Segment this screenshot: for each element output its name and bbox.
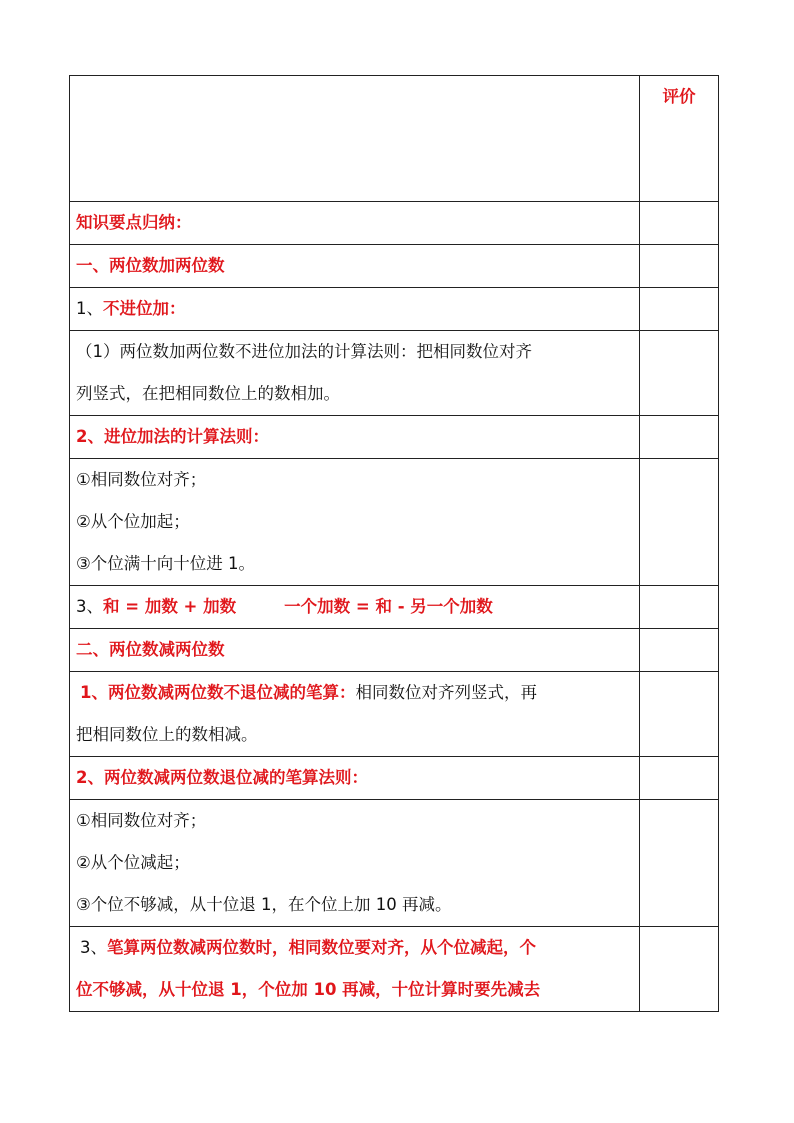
item-number: 3、 [76,597,103,616]
section-subtraction-title: 二、两位数减两位数 [70,629,640,672]
no-carry-title [70,288,640,331]
no-carry-rule [70,331,640,416]
no-carry-label: 不进位加： [103,299,186,318]
addend-formula: 一个加数 = 和 - 另一个加数 [284,597,493,616]
table-row [70,629,719,672]
text-line: 把相同数位上的数相减。 [76,725,258,744]
text-line: 列竖式，在把相同数位上的数相加。 [76,384,340,403]
carry-rule-title: 2、进位加法的计算法则： [70,416,640,459]
table-row [70,672,719,757]
written-subtraction-text: 笔算两位数减两位数时，相同数位要对齐，从个位减起，个 [107,938,536,957]
eval-cell [640,331,719,416]
text-line: ②从个位减起； [76,853,190,872]
eval-cell [640,672,719,757]
no-borrow-rule [70,672,640,757]
text-line: 位不够减，从十位退 1，个位加 10 再减，十位计算时要先减去 [76,980,541,999]
item-number: 1、 [76,299,103,318]
section-addition-title: 一、两位数加两位数 [70,245,640,288]
carry-rule-steps [70,459,640,586]
table-row [70,202,719,245]
no-borrow-label: 1、两位数减两位数不退位减的笔算： [80,683,356,702]
borrow-rule-steps [70,800,640,927]
eval-cell [640,202,719,245]
header-row [70,76,719,202]
table-row [70,800,719,927]
table-row [70,757,719,800]
addition-formula-row [70,586,640,629]
eval-cell [640,629,719,672]
eval-cell [640,757,719,800]
eval-cell [640,800,719,927]
eval-cell [640,459,719,586]
eval-cell [640,245,719,288]
eval-cell [640,586,719,629]
table-row [70,288,719,331]
text-line: （1）两位数加两位数不进位加法的计算法则：把相同数位对齐 [76,342,532,361]
item-number: 3、 [80,938,107,957]
written-subtraction-rule [70,927,640,1012]
eval-cell [640,288,719,331]
table-row [70,416,719,459]
text-line: ①相同数位对齐； [76,470,207,489]
table-row [70,331,719,416]
borrow-rule-title: 2、两位数减两位数退位减的笔算法则： [70,757,640,800]
text-line [76,672,633,714]
text-line: ①相同数位对齐； [76,811,207,830]
eval-cell [640,416,719,459]
section-summary-title: 知识要点归纳： [70,202,640,245]
sum-formula: 和 = 加数 + 加数 [103,597,237,616]
text-line: ③个位满十向十位进 1。 [76,554,256,573]
no-borrow-text: 相同数位对齐列竖式，再 [355,683,537,702]
knowledge-table [69,75,719,1012]
text-line: ③个位不够减，从十位退 1，在个位上加 10 再减。 [76,895,452,914]
table-row [70,459,719,586]
header-content-cell [70,76,640,202]
text-line [76,927,633,969]
eval-cell [640,927,719,1012]
table-row [70,927,719,1012]
eval-header: 评价 [640,76,719,202]
text-line: ②从个位加起； [76,512,190,531]
table-row [70,245,719,288]
table-row [70,586,719,629]
